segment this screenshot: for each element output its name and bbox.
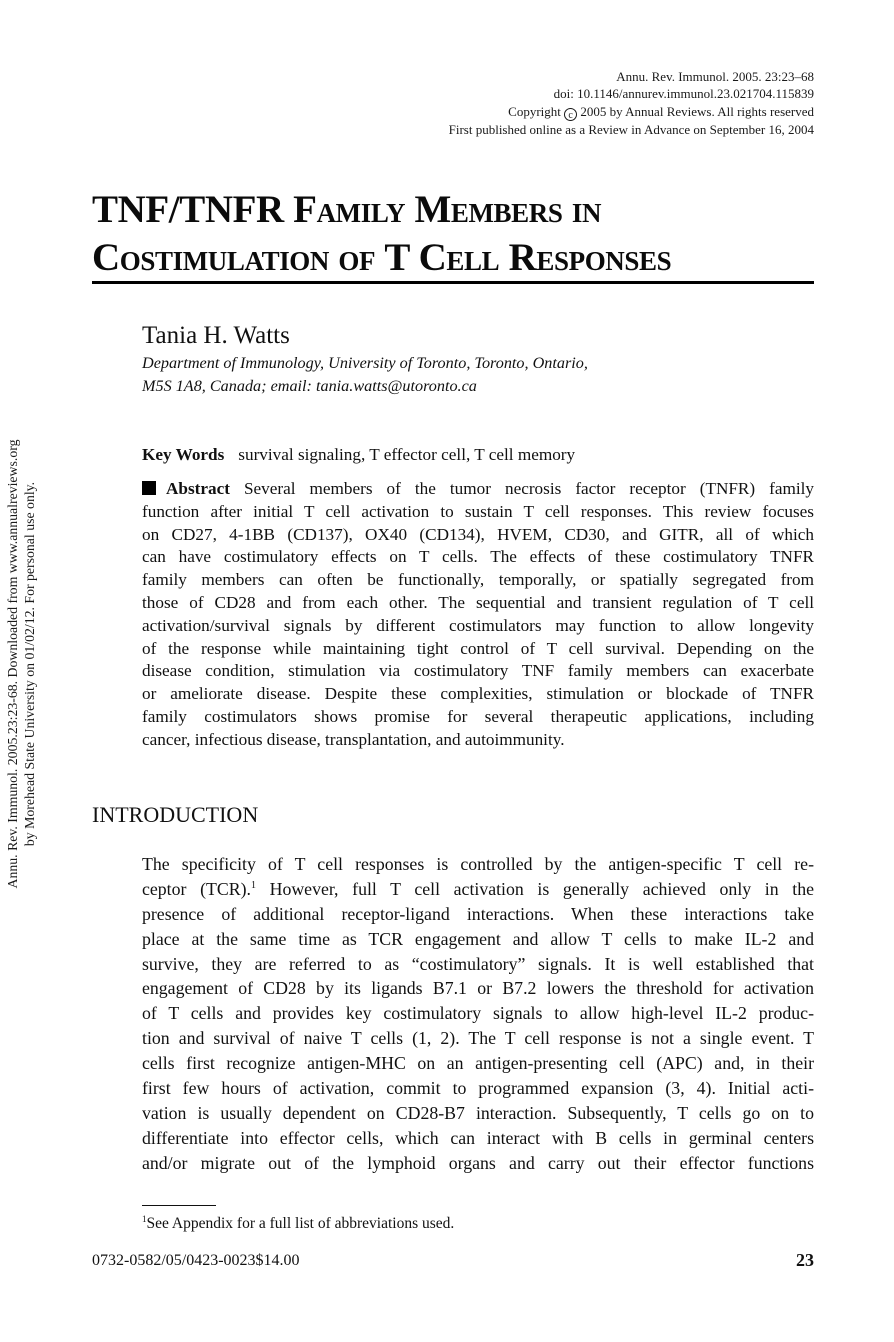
section-heading-introduction: INTRODUCTION [92,802,259,827]
affiliation-line: M5S 1A8, Canada; email: tania.watts@utoronto.ca [142,377,477,395]
download-stamp-line-1: Annu. Rev. Immunol. 2005.23:23-68. Downloaded from www.annualreviews.org [5,439,20,889]
body-line: survive, they are referred to as “costimulatory” signals. It is well established that [142,953,814,974]
introduction-body [142,852,814,1176]
abstract-line: those of CD28 and from each other. The sequential and transient regulation of T cell [142,592,814,612]
author-affiliation [142,352,588,398]
journal-citation: Annu. Rev. Immunol. 2005. 23:23–68 [616,69,814,84]
citation-block [449,68,814,138]
title-rule [92,281,814,284]
abstract-line: can have costimulatory effects on T cells. The effects of these costimulatory TNFR [142,547,814,567]
download-stamp [4,384,38,944]
page-number: 23 [796,1250,814,1270]
abstract-line: of the response while maintaining tight control of T cell survival. Depending on the [142,638,814,658]
abstract-line: cancer, infectious disease, transplantation, and autoimmunity. [142,729,565,749]
author-name: Tania H. Watts [142,322,290,349]
title-part: T [384,236,419,279]
article-title [92,186,814,282]
copyright-text: 2005 by Annual Reviews. All rights reserved [580,103,814,119]
doi: doi: 10.1146/annurev.immunol.23.021704.115839 [553,86,814,102]
body-line: place at the same time as TCR engagement and allow T cells to make IL-2 and [142,928,814,949]
footnote-text: See Appendix for a full list of abbreviations used. [146,1215,455,1232]
keywords-label: Key Words [142,445,225,464]
affiliation-line: Department of Immunology, University of Toronto, Toronto, Ontario, [142,354,588,372]
copyright-icon: c [564,108,577,121]
square-bullet-icon [142,481,156,495]
published-online-line: First published online as a Review in Advance on September 16, 2004 [448,121,814,137]
abstract-line: disease condition, stimulation via costimulatory TNF family members can exacerbate [142,661,814,681]
abstract-line: on CD27, 4-1BB (CD137), OX40 (CD134), HVEM, CD30, and GITR, all of which [142,524,814,544]
keywords [142,443,575,466]
title-part: TNF/TNFR [92,188,294,231]
body-line [142,877,814,902]
abstract-line: activation/survival signals by different costimulators may function to allow longevity [142,615,814,635]
title-line-2 [92,234,814,282]
abstract-line [142,478,814,501]
copyright-label: Copyright [508,103,561,119]
footnote [142,1213,454,1235]
body-line: differentiate into effector cells, which can interact with B cells in germinal centers [142,1127,814,1148]
body-line: first few hours of activation, commit to programmed expansion (3, 4). Initial acti- [142,1078,814,1099]
body-line: The specificity of T cell responses is controlled by the antigen-specific T cell re- [142,854,814,874]
abstract-first-line: Several members of the tumor necrosis factor receptor (TNFR) family [243,479,814,498]
footnote-rule [142,1205,216,1206]
abstract-line: function after initial T cell activation to sustain T cell responses. This review focuses [142,501,814,521]
title-part: Family Members in [293,188,602,231]
body-line: engagement of CD28 by its ligands B7.1 or B7.2 lowers the threshold for activation [142,978,814,999]
body-line: presence of additional receptor-ligand interactions. When these interactions take [142,903,814,924]
keywords-value: survival signaling, T effector cell, T cell memory [238,445,576,464]
body-line: tion and survival of naive T cells (1, 2). The T cell response is not a single event. T [142,1028,814,1049]
body-line: of T cells and provides key costimulatory signals to allow high-level IL-2 produc- [142,1003,814,1024]
title-part: Costimulation of [92,236,385,279]
article-code: 0732-0582/05/0423-0023$14.00 [92,1252,300,1269]
footnote-number: 1 [142,1214,147,1224]
abstract-line: or ameliorate disease. Despite these complexities, stimulation or blockade of TNFR [142,684,814,704]
abstract-label: Abstract [166,479,230,498]
body-line: and/or migrate out of the lymphoid organs and carry out their effector functions [142,1152,814,1173]
body-line: cells first recognize antigen-MHC on an antigen-presenting cell (APC) and, in their [142,1053,814,1074]
body-line: vation is usually dependent on CD28-B7 interaction. Subsequently, T cells go on to [142,1102,814,1123]
body-text: ceptor (TCR). [142,878,251,899]
footnote-marker: 1 [250,879,256,891]
title-part: Cell Responses [418,236,672,279]
copyright-line [449,103,814,121]
abstract [142,478,814,752]
abstract-line: family costimulators shows promise for several therapeutic applications, including [142,706,814,726]
body-text: However, full T cell activation is generally achieved only in the [255,878,815,899]
download-stamp-line-2: by Morehead State University on 01/02/12. For personal use only. [22,481,37,847]
title-line-1 [92,186,814,234]
abstract-line: family members can often be functionally, temporally, or spatially segregated from [142,570,814,590]
